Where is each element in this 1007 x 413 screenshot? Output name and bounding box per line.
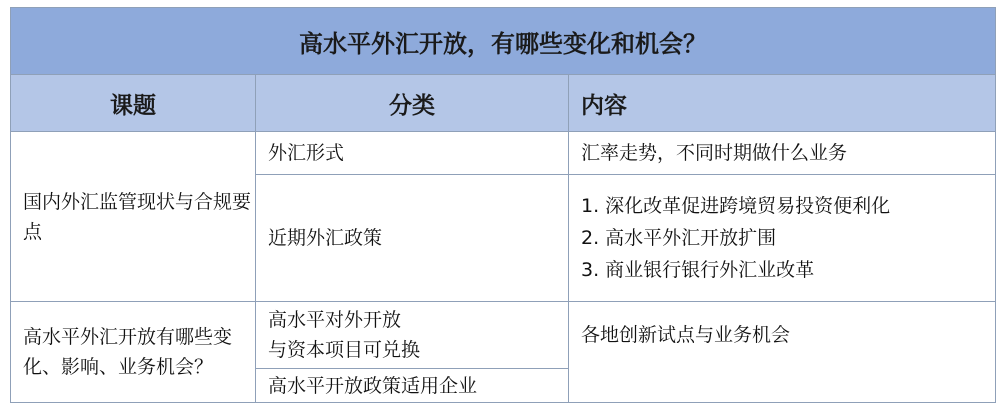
header-content: 内容 [569, 75, 996, 132]
category-cell [256, 302, 569, 369]
topic-text-1: 国内外汇监管现状与合规要点 [23, 190, 252, 243]
topic-text-2: 高水平外汇开放有哪些变化、影响、业务机会？ [23, 326, 233, 378]
header-topic: 课题 [11, 75, 256, 132]
table-title: 高水平外汇开放，有哪些变化和机会？ [11, 8, 996, 75]
category-cell: 近期外汇政策 [256, 175, 569, 302]
category-line: 与资本项目可兑换 [268, 339, 421, 361]
content-line: 3. 商业银行银行外汇业改革 [581, 259, 815, 281]
content-cell: 各地创新试点与业务机会 [569, 302, 996, 403]
category-cell: 外汇形式 [256, 132, 569, 175]
topic-table [10, 7, 996, 403]
category-line: 高水平对外开放 [268, 309, 402, 331]
topic-cell-2 [11, 302, 256, 403]
topic-cell-1 [11, 132, 256, 302]
content-line: 1. 深化改革促进跨境贸易投资便利化 [581, 195, 891, 217]
header-category: 分类 [256, 75, 569, 132]
category-cell: 高水平开放政策适用企业 [256, 369, 569, 403]
content-cell [569, 175, 996, 302]
content-cell: 汇率走势，不同时期做什么业务 [569, 132, 996, 175]
content-line: 2. 高水平外汇开放扩围 [581, 227, 777, 249]
